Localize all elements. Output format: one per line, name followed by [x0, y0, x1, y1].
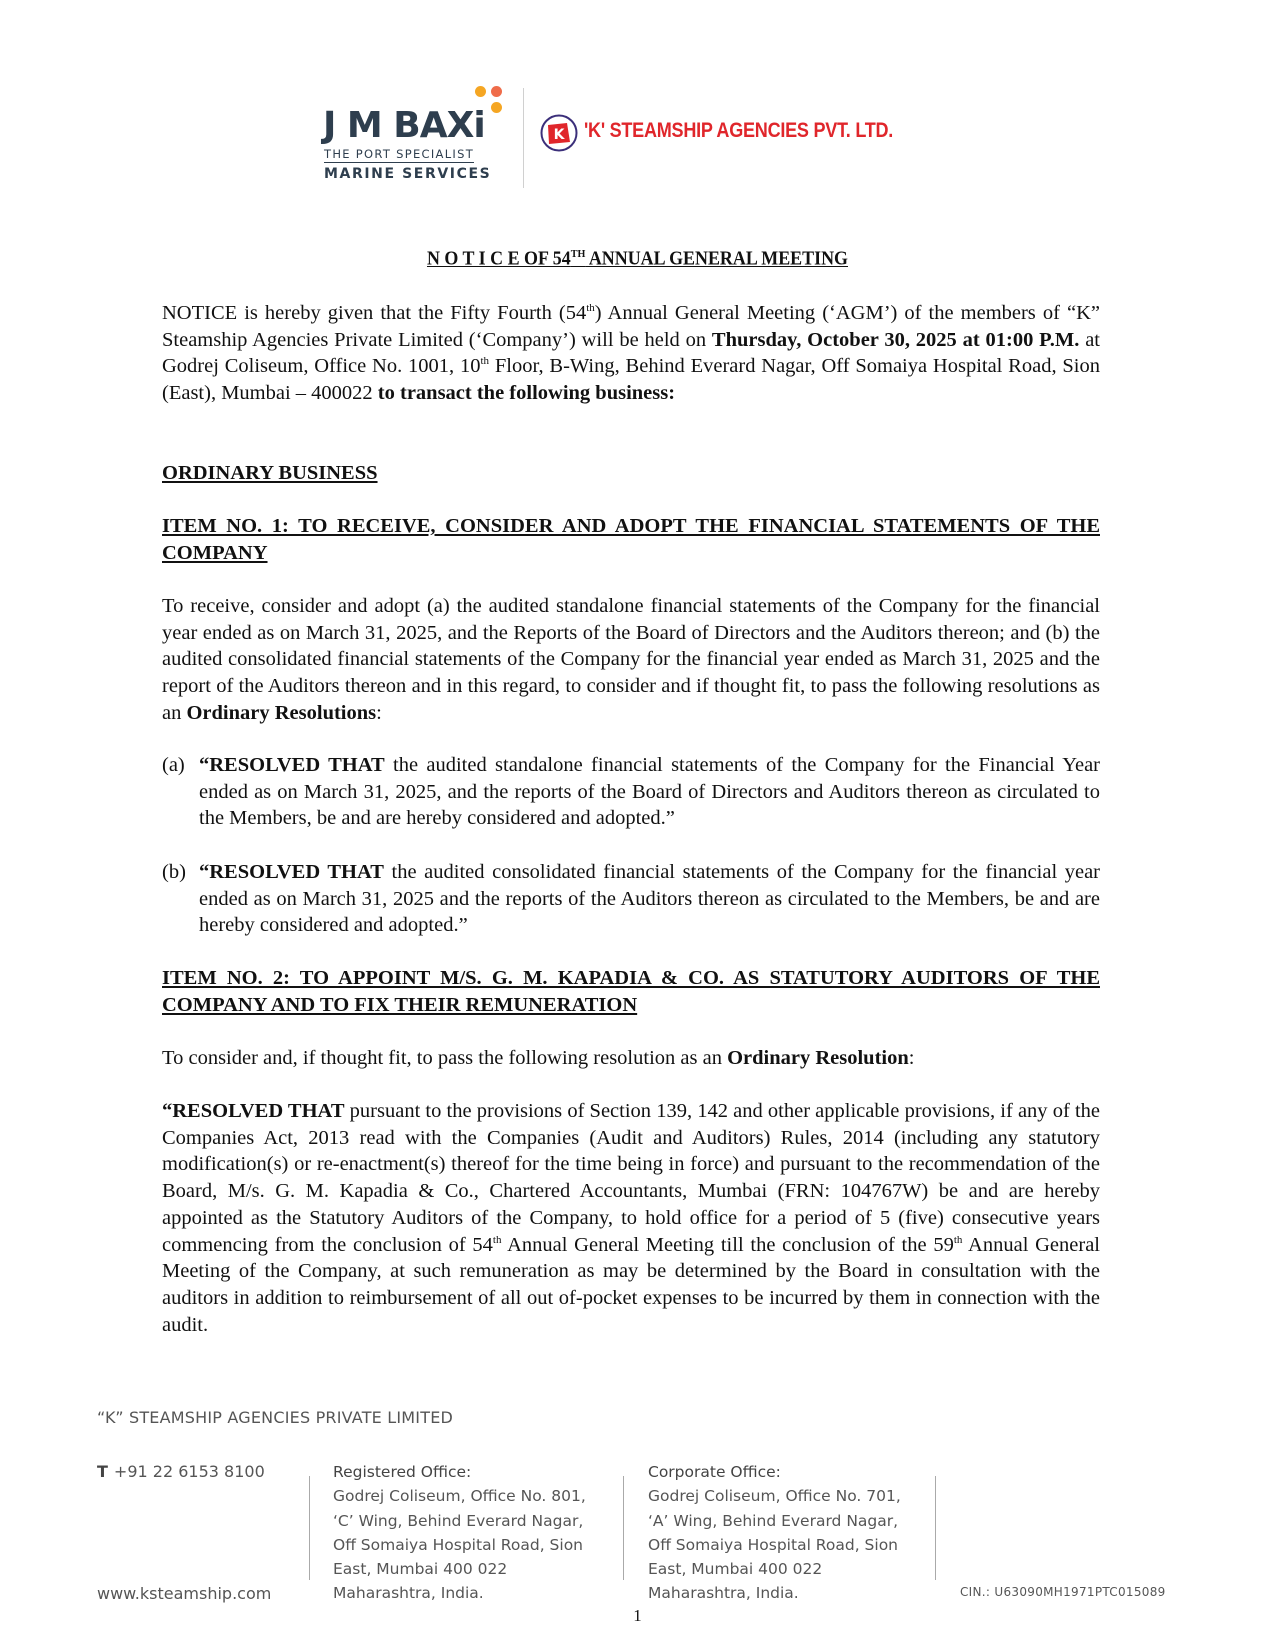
item-2-text: To consider and, if thought fit, to pass the following resolution as an [162, 1047, 728, 1069]
resolution-bold: “RESOLVED THAT [199, 861, 384, 883]
k-emblem-letter: K [553, 127, 565, 143]
address-line: Off Somaiya Hospital Road, Sion [648, 1535, 898, 1554]
title-suffix: ANNUAL GENERAL MEETING [585, 248, 849, 270]
footer-divider [623, 1476, 624, 1580]
address-line: Godrej Coliseum, Office No. 801, [333, 1487, 586, 1506]
intro-venue: Floor, B-Wing, Behind Everard Nagar, Off Somaiya Hospital Road, Sion (East), Mumbai – 400022 [162, 355, 1100, 405]
resolution-text: the audited standalone financial statements of the Company for the Financial Year ended as on March 31, 2025, and the reports of the Board of Directors and Auditors thereon as circulated to the Members, be and are hereby considered and adopted.” [199, 754, 1100, 830]
resolution-bold: “RESOLVED THAT [162, 1100, 345, 1122]
item-2-paragraph [162, 1045, 1100, 1072]
item-1-end: : [376, 701, 382, 724]
address-line: Maharashtra, India. [333, 1584, 484, 1603]
k-steamship-emblem-icon [540, 114, 578, 152]
footer-company-name: “K” STEAMSHIP AGENCIES PRIVATE LIMITED [97, 1408, 454, 1427]
intro-text: NOTICE is hereby given that the Fifty Fourth (54 [162, 302, 587, 324]
item-2-end: : [908, 1047, 915, 1069]
address-line: ‘A’ Wing, Behind Everard Nagar, [648, 1511, 899, 1530]
intro-paragraph [162, 300, 1100, 407]
resolution-text: pursuant to the provisions of Section 139, 142 and other applicable provisions, if any of the Companies Act, 2013 read with the Companies (Audit and Auditors) Rules, 2014 (including any statutory modification(s) or re-enactment(s) thereof for the time being in force) and pursuant to the recommendation of the Board, M/s. G. M. Kapadia & Co., Chartered Accountants, Mumbai (FRN: 104767W) be and are hereby appointed as the Statutory Auditors of the Company, to hold office for a period of 5 (five) consecutive years commencing from the conclusion of 54 [162, 1100, 1100, 1256]
resolution-label: (b) [162, 861, 186, 883]
footer-divider [309, 1476, 310, 1580]
resolution-a [162, 752, 1100, 832]
corporate-office-heading: Corporate Office: [648, 1463, 781, 1481]
address-line: East, Mumbai 400 022 [648, 1560, 823, 1579]
registered-office-block [333, 1460, 586, 1606]
footer-phone [97, 1462, 265, 1481]
resolution-bold: “RESOLVED THAT [199, 754, 385, 776]
footer-divider [935, 1476, 936, 1580]
jm-baxi-wordmark: J M BAXi [323, 105, 485, 146]
resolution-b [162, 859, 1100, 939]
item-1-bold: Ordinary Resolutions [186, 701, 377, 724]
phone-number: +91 22 6153 8100 [113, 1462, 265, 1481]
registered-office-heading: Registered Office: [333, 1463, 472, 1481]
title-superscript: TH [570, 248, 586, 260]
intro-sup: th [480, 355, 490, 368]
address-line: ‘C’ Wing, Behind Everard Nagar, [333, 1511, 584, 1530]
meeting-datetime: Thursday, October 30, 2025 at 01:00 P.M. [711, 328, 1080, 351]
address-line: East, Mumbai 400 022 [333, 1560, 508, 1579]
address-line: Maharashtra, India. [648, 1584, 799, 1603]
address-line: Off Somaiya Hospital Road, Sion [333, 1535, 583, 1554]
item-2-heading: ITEM NO. 2: TO APPOINT M/S. G. M. KAPADIA & CO. AS STATUTORY AUDITORS OF THE COMPANY AND TO FIX THEIR REMUNERATION [162, 967, 1100, 1016]
corporate-office-block [648, 1460, 901, 1606]
notice-title [51, 248, 1224, 271]
intro-sup: th [586, 302, 595, 315]
page-number: 1 [633, 1606, 642, 1625]
jm-baxi-logo [323, 84, 513, 190]
k-steamship-wordmark: 'K' STEAMSHIP AGENCIES PVT. LTD. [584, 119, 894, 142]
intro-text: ) Annual General Meeting (‘AGM’) of the members of “K” Steamship Agencies Private Limited (‘Company’) will be held on [162, 302, 1100, 351]
section-heading-ordinary-business: ORDINARY BUSINESS [162, 462, 378, 484]
resolution-text: the audited consolidated financial statements of the Company for the financial year ended as on March 31, 2025 and the reports of the Auditors thereon as circulated to the Members, be and are hereby considered and adopted.” [199, 861, 1101, 937]
footer-cin: CIN.: U63090MH1971PTC015089 [960, 1585, 1166, 1599]
logo-divider [523, 88, 524, 188]
resolution-sup: th [953, 1233, 963, 1246]
intro-bold-end: to transact the following business: [377, 382, 676, 405]
footer-website-link[interactable]: www.ksteamship.com [97, 1584, 272, 1603]
address-line: Godrej Coliseum, Office No. 701, [648, 1487, 901, 1506]
resolution-text: Annual General Meeting till the conclusion of the 59 [501, 1233, 954, 1256]
item-1-heading: ITEM NO. 1: TO RECEIVE, CONSIDER AND ADOPT THE FINANCIAL STATEMENTS OF THE COMPANY [162, 515, 1100, 564]
item-2-resolution [162, 1098, 1100, 1338]
resolution-text: Annual General Meeting of the Company, at such remuneration as may be determined by the Board in consultation with the auditors in addition to reimbursement of all out of-pocket expenses to be incurred by them in connection with the audit. [162, 1233, 1101, 1336]
jm-baxi-division: MARINE SERVICES [324, 166, 492, 182]
item-1-paragraph [162, 593, 1100, 727]
item-2-bold: Ordinary Resolution [727, 1047, 909, 1069]
item-1-text: To receive, consider and adopt (a) the audited standalone financial statements of the Company for the financial year ended as on March 31, 2025, and the Reports of the Board of Directors and the Auditors thereon; and (b) the audited consolidated financial statements of the Company for the financial year ended as March 31, 2025 and the report of the Auditors thereon and in this regard, to consider and if thought fit, to pass the following resolutions as an [162, 595, 1100, 724]
resolution-label: (a) [162, 754, 185, 776]
resolution-sup: th [492, 1233, 502, 1246]
intro-venue: at Godrej Coliseum, Office No. 1001, 10 [162, 328, 1100, 378]
jm-baxi-tagline: THE PORT SPECIALIST [324, 147, 475, 161]
title-prefix: N O T I C E OF 54 [426, 248, 571, 270]
phone-label: T [97, 1462, 108, 1481]
